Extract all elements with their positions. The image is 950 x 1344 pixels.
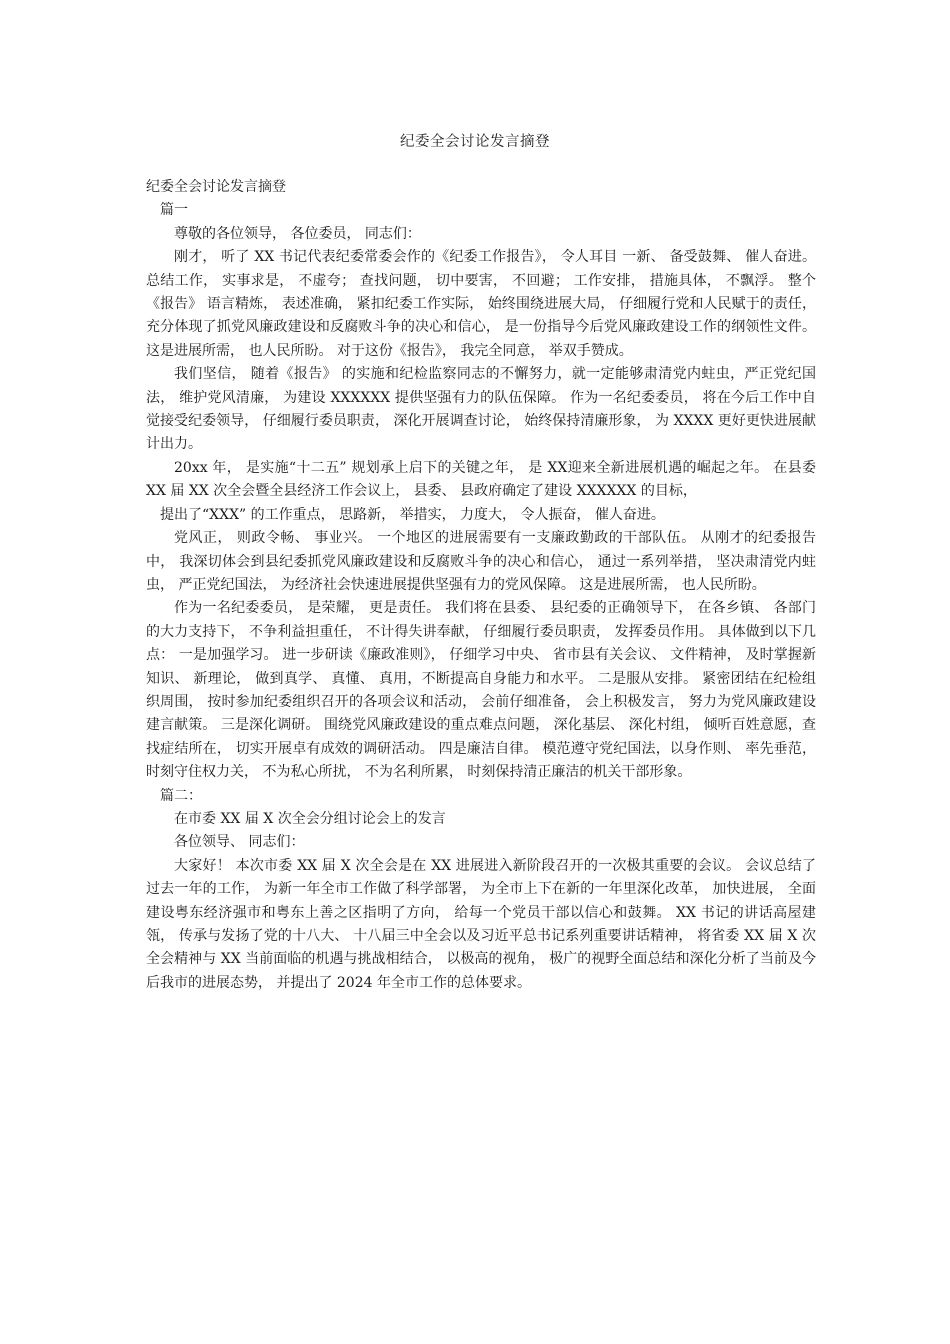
- paragraph: 刚才， 听了 XX 书记代表纪委常委会作的《纪委工作报告》， 令人耳目 一新、 备受鼓舞、 催人奋进。 总结工作， 实事求是， 不虚夸； 查找问题， 切中要害， 不回避； 工作安排， 措施具体， 不飘浮。 整个《报告》 语言精炼， 表述准确， 紧扣纪委工作实际， 始终围绕进展大局， 仔细履行党和人民赋于的责任， 充分体现了抓党风廉政建设和反腐败斗争的决心和信心， 是一份指导今后党风廉政建设工作的纲领性文件。 这是进展所需， 也人民所盼。 对于这份《报告》， 我完全同意， 举双手赞成。: [146, 249, 816, 359]
- part1-salutation: 尊敬的各位领导， 各位委员， 同志们：: [174, 225, 421, 242]
- paragraph: 我们坚信， 随着《报告》 的实施和纪检监察同志的不懈努力，就一定能够肃清党内蛀虫，严正党纪国法， 维护党风清廉， 为建设 XXXXXX 提供坚强有力的队伍保障。 作为一名纪委委员， 将在今后工作中自觉接受纪委领导， 仔细履行委员职责， 深化开展调查讨论， 始终保持清廉形象， 为 XXXX 更好更快进展献计出力。: [146, 366, 816, 453]
- part2-subtitle: 在市委 XX 届 X 次全会分组讨论会上的发言: [174, 810, 446, 827]
- paragraph: 提出了“XXX” 的工作重点， 思路新， 举措实， 力度大， 令人振奋， 催人奋进。: [160, 506, 665, 523]
- paragraph: 作为一名纪委委员， 是荣耀， 更是责任。 我们将在县委、 县纪委的正确领导下， 在各乡镇、 各部门的大力支持下， 不争利益担重任， 不计得失讲奉献， 仔细履行委员职责， 发挥委员作用。 具体做到以下几点： 一是加强学习。 进一步研读《廉政准则》， 仔细学习中央、 省市县有关会议、 文件精神， 及时掌握新知识、 新理论， 做到真学、 真懂、 真用，不断提高自身能力和水平。 二是服从安排。 紧密团结在纪检组织周围， 按时参加纪委组织召开的各项会议和活动， 会前仔细准备， 会上积极发言， 努力为党风廉政建设建言献策。 三是深化调研。 围绕党风廉政建设的重点难点问题， 深化基层、 深化村组， 倾听百姓意愿，查找症结所在， 切实开展卓有成效的调研活动。 四是廉洁自律。 模范遵守党纪国法，以身作则、 率先垂范， 时刻守住权力关， 不为私心所扰， 不为名利所累， 时刻保持清正廉洁的机关干部形象。: [146, 600, 816, 781]
- part2-salutation: 各位领导、 同志们：: [174, 834, 305, 851]
- document-heading: 纪委全会讨论发言摘登: [146, 179, 286, 195]
- part1-label: 篇一: [160, 202, 188, 219]
- document-body: [146, 176, 816, 995]
- part2-label: 篇二：: [160, 787, 202, 804]
- document-title: 纪委全会讨论发言摘登: [400, 134, 550, 150]
- paragraph: 20xx 年， 是实施“十二五” 规划承上启下的关键之年， 是 XX迎来全新进展机遇的崛起之年。 在县委 XX 届 XX 次全会暨全县经济工作会议上， 县委、 县政府确定了建设 XXXXXX 的目标，: [146, 459, 816, 500]
- paragraph: 党风正， 则政令畅、 事业兴。 一个地区的进展需要有一支廉政勤政的干部队伍。 从刚才的纪委报告中， 我深切体会到县纪委抓党风廉政建设和反腐败斗争的决心和信心， 通过一系列举措， 坚决肃清党内蛀虫， 严正党纪国法， 为经济社会快速进展提供坚强有力的党风保障。 这是进展所需， 也人民所盼。: [146, 530, 816, 593]
- paragraph: 大家好！ 本次市委 XX 届 X 次全会是在 XX 进展进入新阶段召开的一次极其重要的会议。 会议总结了过去一年的工作， 为新一年全市工作做了科学部署， 为全市上下在新的一年里深化改革， 加快进展， 全面建设粤东经济强市和粤东上善之区指明了方向， 给每一个党员干部以信心和鼓舞。 XX 书记的讲话高屋建瓴， 传承与发扬了党的十八大、 十八届三中全会以及习近平总书记系列重要讲话精神， 将省委 XX 届 X 次全会精神与 XX 当前面临的机遇与挑战相结合， 以极高的视角， 极广的视野全面总结和深化分析了当前及今后我市的进展态势， 并提出了 2024 年全市工作的总体要求。: [146, 857, 816, 991]
